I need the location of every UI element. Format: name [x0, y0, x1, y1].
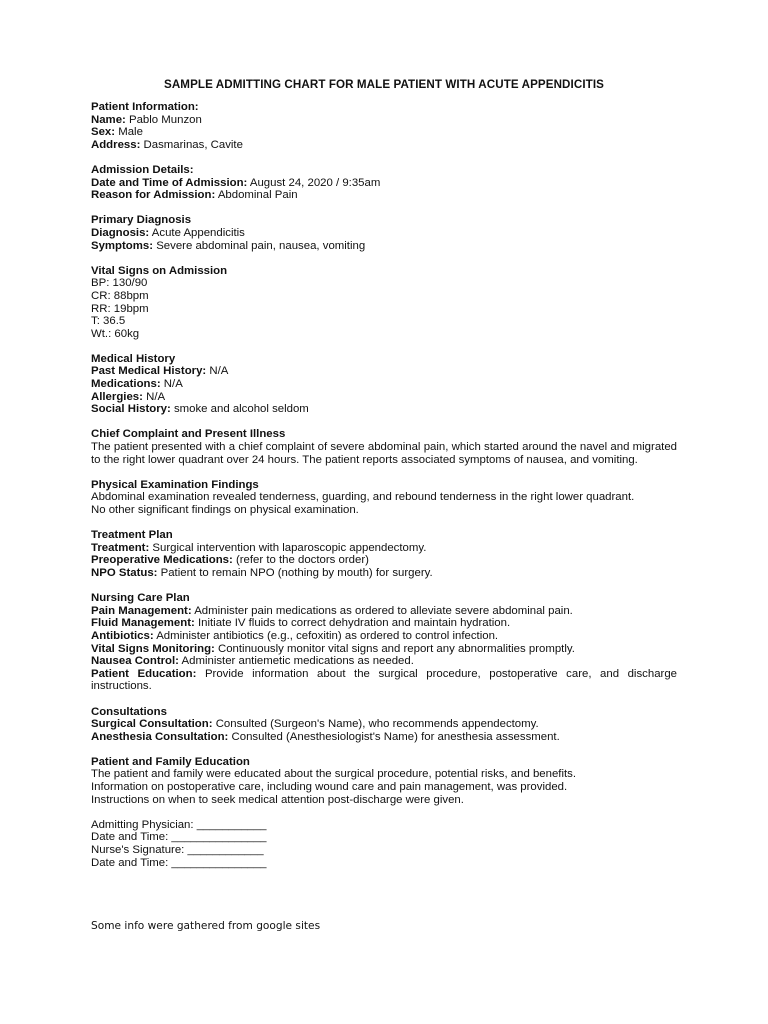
- field-value: N/A: [163, 378, 183, 391]
- field-value: Administer pain medications as ordered to alleviate severe abdominal pain.: [194, 604, 573, 617]
- field-value: Initiate IV fluids to correct dehydration and maintain hydration.: [197, 617, 511, 630]
- field-label: NPO Status:: [91, 566, 158, 579]
- surgical-consult-row: [91, 718, 677, 731]
- anesthesia-consult-row: [91, 731, 677, 744]
- vitals-monitoring-row: [91, 643, 677, 656]
- admission-datetime-row: [91, 177, 677, 190]
- field-value: Acute Appendicitis: [151, 226, 245, 239]
- page-title: SAMPLE ADMITTING CHART FOR MALE PATIENT WITH ACUTE APPENDICITIS: [164, 78, 604, 91]
- family-education-section: [91, 756, 677, 806]
- antibiotics-row: [91, 630, 677, 643]
- section-heading: Vital Signs on Admission: [91, 264, 228, 277]
- field-value: Administer antiemetic medications as needed.: [181, 655, 414, 668]
- field-value: Pablo Munzon: [129, 113, 202, 126]
- vital-bp: BP: 130/90: [91, 277, 148, 290]
- diagnosis-row: [91, 227, 677, 240]
- field-value: Provide information about the surgical procedure, postoperative care, and discharge instructions.: [91, 667, 677, 693]
- field-label: Antibiotics:: [91, 629, 154, 642]
- field-value: August 24, 2020 / 9:35am: [249, 176, 381, 189]
- field-label: Fluid Management:: [91, 617, 195, 630]
- field-label: Medications:: [91, 378, 161, 391]
- section-heading: Chief Complaint and Present Illness: [91, 428, 286, 441]
- education-line: Instructions on when to seek medical attention post-discharge were given.: [91, 793, 464, 806]
- npo-row: [91, 567, 677, 580]
- fluid-row: [91, 617, 677, 630]
- field-value: Dasmarinas, Cavite: [143, 138, 243, 151]
- field-label: Past Medical History:: [91, 365, 207, 378]
- section-heading: Patient Information:: [91, 101, 199, 113]
- section-heading: Patient and Family Education: [91, 755, 250, 768]
- medications-row: [91, 378, 677, 391]
- datetime-line: Date and Time: _______________: [91, 831, 267, 844]
- preop-row: [91, 554, 677, 567]
- pain-row: [91, 605, 677, 618]
- social-history-row: [91, 403, 677, 416]
- history-section: [91, 353, 677, 416]
- field-label: Vital Signs Monitoring:: [91, 642, 215, 655]
- vital-temp: T: 36.5: [91, 315, 126, 328]
- field-value: Male: [118, 126, 143, 139]
- field-value: N/A: [146, 390, 166, 403]
- treatment-section: [91, 529, 677, 579]
- field-label: Treatment:: [91, 541, 150, 554]
- complaint-text: The patient presented with a chief complaint of severe abdominal pain, which started around the navel and migrated to the right lower quadrant over 24 hours. The patient reports associated symptoms of nausea, and vomiting.: [91, 441, 677, 466]
- field-value: Severe abdominal pain, nausea, vomiting: [156, 239, 366, 252]
- field-label: Social History:: [91, 403, 171, 416]
- exam-section: [91, 479, 677, 517]
- vital-cr: CR: 88bpm: [91, 289, 149, 302]
- field-value: Surgical intervention with laparoscopic appendectomy.: [152, 541, 427, 554]
- field-value: Abdominal Pain: [217, 189, 298, 202]
- chart-body: [91, 101, 677, 882]
- field-value: smoke and alcohol seldom: [173, 403, 309, 416]
- field-label: Diagnosis:: [91, 226, 150, 239]
- name-row: [91, 114, 677, 127]
- section-heading: Admission Details:: [91, 163, 194, 176]
- patient-info-section: [91, 101, 677, 151]
- field-value: N/A: [209, 365, 229, 378]
- field-label: Sex:: [91, 126, 116, 139]
- field-value: Patient to remain NPO (nothing by mouth) for surgery.: [160, 566, 433, 579]
- vital-rr: RR: 19bpm: [91, 302, 149, 315]
- field-value: Consulted (Anesthesiologist's Name) for anesthesia assessment.: [231, 730, 560, 743]
- section-heading: Treatment Plan: [91, 529, 173, 542]
- nursing-section: [91, 592, 677, 693]
- field-label: Surgical Consultation:: [91, 718, 213, 731]
- footer-note: Some info were gathered from google sites: [91, 920, 321, 932]
- admission-section: [91, 164, 677, 202]
- education-line: Information on postoperative care, including wound care and pain management, was provided.: [91, 781, 568, 794]
- field-label: Nausea Control:: [91, 655, 179, 668]
- field-label: Allergies:: [91, 390, 143, 403]
- treatment-row: [91, 542, 677, 555]
- field-label: Preoperative Medications:: [91, 554, 233, 567]
- past-history-row: [91, 365, 677, 378]
- field-label: Date and Time of Admission:: [91, 176, 248, 189]
- exam-text-2: No other significant findings on physical examination.: [91, 504, 359, 516]
- field-label: Reason for Admission:: [91, 189, 216, 202]
- field-label: Name:: [91, 113, 126, 126]
- nurse-signature-line: Nurse's Signature: ____________: [91, 844, 264, 857]
- allergies-row: [91, 391, 677, 404]
- section-heading: Physical Examination Findings: [91, 478, 259, 491]
- education-line: The patient and family were educated about the surgical procedure, potential risks, and benefits.: [91, 768, 577, 781]
- vital-weight: Wt.: 60kg: [91, 327, 140, 340]
- nausea-row: [91, 655, 677, 668]
- address-row: [91, 139, 677, 152]
- field-value: Administer antibiotics (e.g., cefoxitin) as ordered to control infection.: [156, 629, 499, 642]
- education-row: [91, 668, 677, 693]
- section-heading: Medical History: [91, 352, 176, 365]
- section-heading: Primary Diagnosis: [91, 214, 192, 227]
- field-label: Pain Management:: [91, 604, 192, 617]
- diagnosis-section: [91, 214, 677, 252]
- field-label: Anesthesia Consultation:: [91, 730, 229, 743]
- datetime-line: Date and Time: _______________: [91, 856, 267, 869]
- field-value: Consulted (Surgeon's Name), who recommends appendectomy.: [215, 718, 539, 731]
- complaint-section: [91, 428, 677, 466]
- field-label: Symptoms:: [91, 239, 154, 252]
- field-label: Address:: [91, 138, 141, 151]
- field-value: Continuously monitor vital signs and report any abnormalities promptly.: [218, 642, 575, 655]
- physician-signature-line: Admitting Physician: ___________: [91, 818, 267, 831]
- section-heading: Nursing Care Plan: [91, 592, 190, 605]
- vitals-section: [91, 265, 677, 341]
- sex-row: [91, 126, 677, 139]
- symptoms-row: [91, 240, 677, 253]
- field-value: (refer to the doctors order): [235, 554, 369, 567]
- field-label: Patient Education:: [91, 667, 197, 680]
- section-heading: Consultations: [91, 705, 167, 718]
- consultations-section: [91, 706, 677, 744]
- exam-text: Abdominal examination revealed tenderness, guarding, and rebound tenderness in the right lower quadrant.: [91, 491, 635, 504]
- signature-section: [91, 819, 677, 869]
- admission-reason-row: [91, 189, 677, 202]
